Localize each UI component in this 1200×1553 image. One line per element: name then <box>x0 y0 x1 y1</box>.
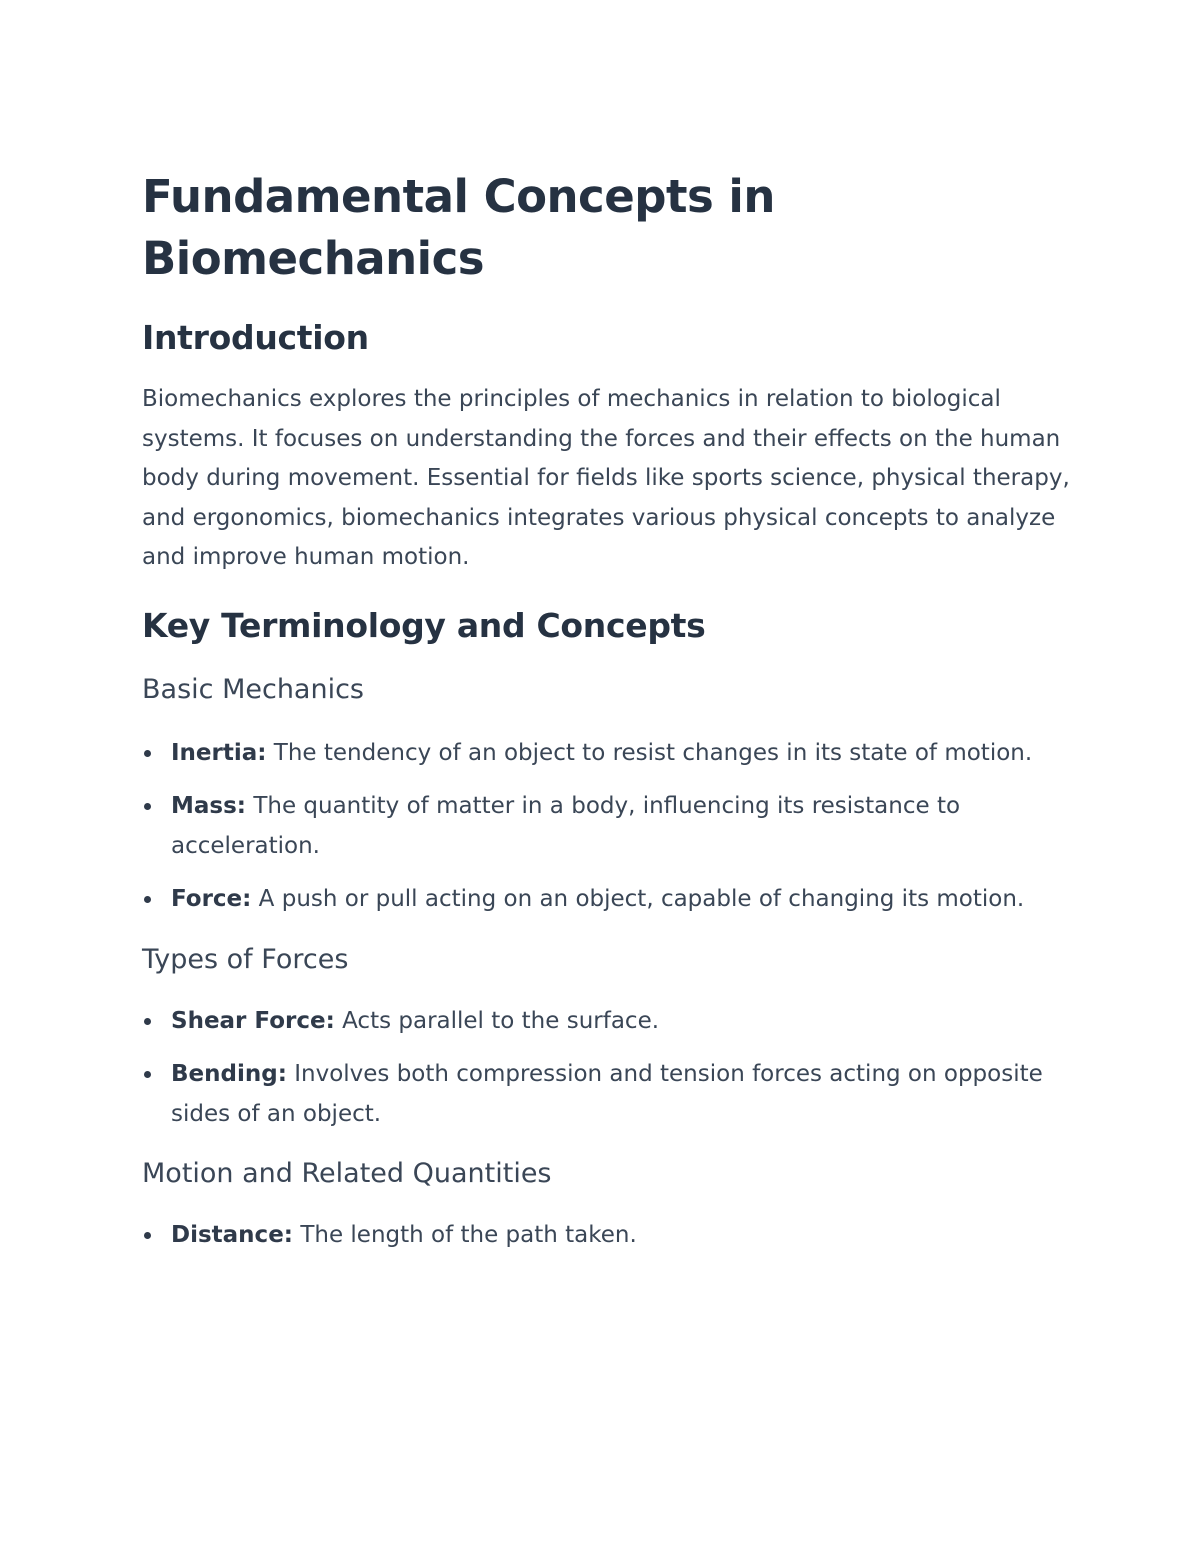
list-item: Distance: The length of the path taken. <box>142 1216 1072 1256</box>
definition: The quantity of matter in a body, influencing its resistance to acceleration. <box>171 793 961 859</box>
motion-list <box>142 1216 1072 1256</box>
definition: Involves both compression and tension forces acting on opposite sides of an object. <box>171 1061 1043 1127</box>
list-item: Shear Force: Acts parallel to the surface. <box>142 1002 1072 1042</box>
bullet-icon <box>144 896 151 903</box>
list-item: Mass: The quantity of matter in a body, influencing its resistance to acceleration. <box>142 787 1072 866</box>
list-item: Bending: Involves both compression and tension forces acting on opposite sides of an object. <box>142 1055 1072 1134</box>
term: Mass <box>171 793 237 819</box>
bullet-icon <box>144 1018 151 1025</box>
motion-heading: Motion and Related Quantities <box>142 1158 552 1189</box>
basic-mechanics-list <box>142 734 1072 920</box>
term: Inertia <box>171 739 258 766</box>
list-item: Inertia: The tendency of an object to resist changes in its state of motion. <box>142 734 1072 774</box>
bullet-icon <box>144 803 151 810</box>
basic-mechanics-heading: Basic Mechanics <box>142 673 364 705</box>
definition: The length of the path taken. <box>300 1222 637 1248</box>
term: Bending <box>171 1061 278 1087</box>
document-page <box>142 166 1072 1256</box>
introduction-heading: Introduction <box>142 318 369 357</box>
key-terminology-heading: Key Terminology and Concepts <box>142 605 706 645</box>
term: Shear Force <box>171 1007 326 1034</box>
term: Distance <box>171 1222 284 1248</box>
bullet-icon <box>144 1071 151 1078</box>
types-of-forces-list <box>142 1002 1072 1135</box>
definition: The tendency of an object to resist changes in its state of motion. <box>273 739 1033 766</box>
list-item: Force: A push or pull acting on an object, capable of changing its motion. <box>142 880 1072 920</box>
definition: A push or pull acting on an object, capable of changing its motion. <box>258 886 1025 912</box>
definition: Acts parallel to the surface. <box>342 1007 660 1034</box>
bullet-icon <box>144 1232 151 1239</box>
bullet-icon <box>144 750 151 757</box>
term: Force <box>171 886 243 912</box>
introduction-paragraph: Biomechanics explores the principles of mechanics in relation to biological systems. It focuses on understanding the forces and their effects on the human body during movement. Essential for fields like sports science, physical therapy, and ergonomics, biomechanics integrates various physical concepts to analyze and improve human motion. <box>142 386 1070 570</box>
types-of-forces-heading: Types of Forces <box>142 943 349 975</box>
document-title: Fundamental Concepts in Biomechanics <box>142 170 775 285</box>
